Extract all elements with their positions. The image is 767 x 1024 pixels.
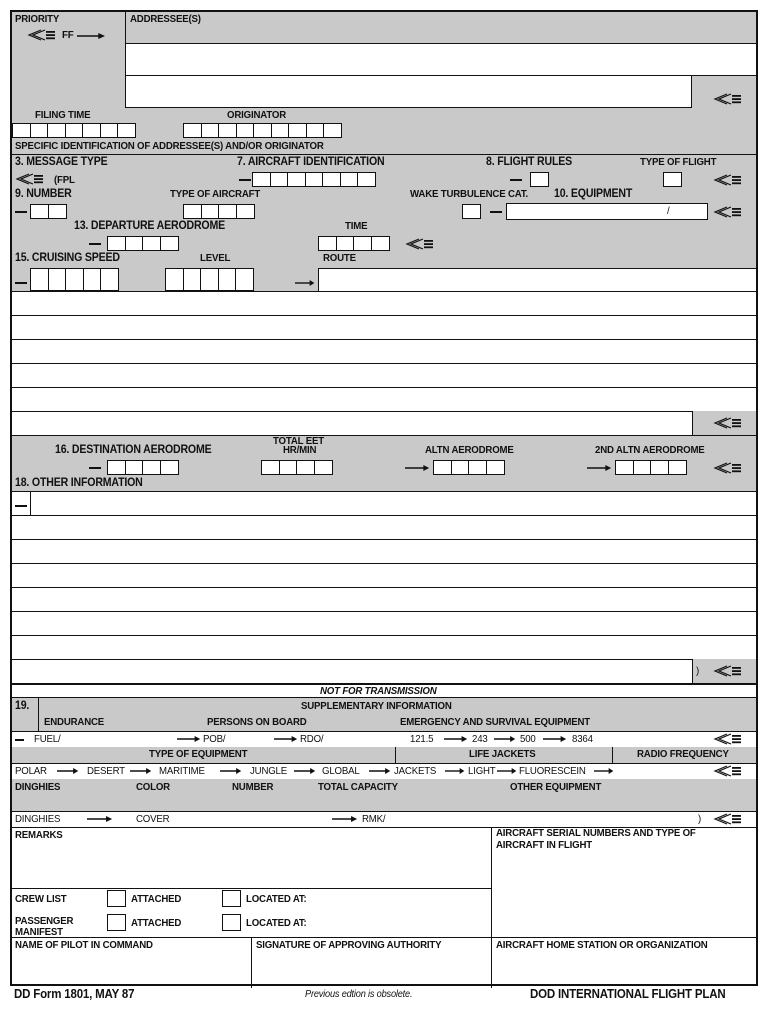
pilot-in-command-label: NAME OF PILOT IN COMMAND	[15, 939, 153, 951]
close-paren: )	[698, 813, 702, 825]
emergency-equipment-label: EMERGENCY AND SURVIVAL EQUIPMENT	[400, 716, 591, 728]
cruising-speed-cells[interactable]	[30, 268, 119, 291]
end-of-line-icon	[712, 764, 742, 778]
originator-cells[interactable]	[183, 123, 342, 138]
pilot-name-field[interactable]	[12, 952, 251, 986]
fpl-text: (FPL	[54, 174, 75, 186]
addressees-label: ADDRESSEE(S)	[130, 13, 201, 25]
departure-aerodrome-label: 13. DEPARTURE AERODROME	[74, 220, 225, 232]
equipment-label: 10. EQUIPMENT	[554, 188, 633, 200]
arrow-icon	[274, 734, 298, 744]
ff-text: FF	[62, 29, 74, 41]
addressee-field-1[interactable]	[125, 43, 756, 76]
remarks-field[interactable]	[12, 840, 491, 886]
end-of-line-icon	[712, 416, 742, 430]
radio-frequency-label: RADIO FREQUENCY	[637, 748, 729, 760]
frequency-243[interactable]: 243	[472, 733, 488, 745]
form-number: DD Form 1801, MAY 87	[14, 987, 135, 1001]
life-jackets-label: LIFE JACKETS	[469, 748, 536, 760]
arrow-icon	[294, 766, 316, 776]
color-label: COLOR	[136, 781, 170, 793]
frequency-500[interactable]: 500	[520, 733, 536, 745]
start-of-message-icon	[14, 172, 44, 186]
wake-turbulence-cell[interactable]	[462, 204, 481, 219]
frequency-8364[interactable]: 8364	[572, 733, 593, 745]
crew-located-at-label: LOCATED AT:	[246, 893, 307, 905]
crew-attached-label: ATTACHED	[131, 893, 182, 905]
global-option[interactable]: GLOBAL	[322, 765, 360, 777]
aircraft-identification-cells[interactable]	[252, 172, 376, 187]
type-of-aircraft-label: TYPE OF AIRCRAFT	[170, 188, 261, 200]
not-for-transmission-label: NOT FOR TRANSMISSION	[320, 685, 437, 697]
supplementary-information-title: SUPPLEMENTARY INFORMATION	[301, 700, 452, 712]
home-station-field[interactable]	[493, 952, 756, 986]
end-of-message-icon	[712, 812, 742, 826]
endurance-label: ENDURANCE	[44, 716, 105, 728]
route-field[interactable]	[318, 268, 756, 292]
end-of-line-icon	[712, 173, 742, 187]
originator-label: ORIGINATOR	[227, 109, 286, 121]
crew-located-checkbox[interactable]	[222, 890, 241, 907]
arrow-icon	[494, 734, 516, 744]
passenger-located-checkbox[interactable]	[222, 914, 241, 931]
destination-aerodrome-cells[interactable]	[107, 460, 179, 475]
type-of-flight-label: TYPE OF FLIGHT	[640, 156, 717, 168]
time-label: TIME	[345, 220, 368, 232]
addressee-field-2[interactable]	[125, 75, 692, 108]
arrow-icon	[220, 766, 242, 776]
arrow-icon	[369, 766, 391, 776]
dinghies-field[interactable]: DINGHIES	[15, 813, 61, 825]
time-cells[interactable]	[318, 236, 390, 251]
remarks-label: REMARKS	[15, 829, 63, 841]
flight-rules-label: 8. FLIGHT RULES	[486, 156, 573, 168]
end-of-line-icon	[404, 237, 434, 251]
arrow-icon	[497, 766, 517, 776]
flight-rules-cell[interactable]	[530, 172, 549, 187]
equipment-slash: /	[667, 205, 670, 217]
fuel-field[interactable]: FUEL/	[34, 733, 61, 745]
arrow-icon	[543, 734, 567, 744]
cover-field[interactable]: COVER	[136, 813, 170, 825]
dinghies-header-label: DINGHIES	[15, 781, 61, 793]
other-information-label: 18. OTHER INFORMATION	[15, 477, 143, 489]
passenger-manifest-label: PASSENGER MANIFEST	[15, 915, 74, 939]
signature-field[interactable]	[253, 952, 491, 986]
type-of-flight-cell[interactable]	[663, 172, 682, 187]
arrow-icon	[405, 463, 430, 473]
departure-aerodrome-cells[interactable]	[107, 236, 179, 251]
serial-numbers-label: AIRCRAFT SERIAL NUMBERS AND TYPE OF AIRCRAFT IN FLIGHT	[496, 827, 696, 851]
filing-time-cells[interactable]	[12, 123, 136, 138]
end-of-line-icon	[712, 92, 742, 106]
aircraft-identification-label: 7. AIRCRAFT IDENTIFICATION	[237, 156, 385, 168]
crew-attached-checkbox[interactable]	[107, 890, 126, 907]
second-altn-aerodrome-label: 2ND ALTN AERODROME	[595, 444, 705, 456]
altn-aerodrome-cells[interactable]	[433, 460, 505, 475]
item-19-label: 19.	[15, 700, 30, 712]
destination-aerodrome-label: 16. DESTINATION AERODROME	[55, 444, 212, 456]
equipment-field[interactable]	[506, 203, 708, 220]
message-type-label: 3. MESSAGE TYPE	[15, 156, 108, 168]
arrow-icon	[444, 734, 468, 744]
total-eet-label: TOTAL EET	[273, 435, 324, 447]
arrow-icon	[445, 766, 465, 776]
level-label: LEVEL	[200, 252, 231, 264]
crew-list-label: CREW LIST	[15, 893, 67, 905]
arrow-icon	[130, 766, 152, 776]
passenger-attached-label: ATTACHED	[131, 917, 182, 929]
form-title: DOD INTERNATIONAL FLIGHT PLAN	[530, 987, 726, 1001]
jackets-option[interactable]: JACKETS	[394, 765, 437, 777]
arrow-icon	[594, 766, 614, 776]
type-of-aircraft-cells[interactable]	[183, 204, 255, 219]
previous-edition-note: Previous edtion is obsolete.	[305, 989, 413, 1000]
number-label: 9. NUMBER	[15, 188, 72, 200]
home-station-label: AIRCRAFT HOME STATION OR ORGANIZATION	[496, 939, 708, 951]
passenger-located-at-label: LOCATED AT:	[246, 917, 307, 929]
arrow-icon	[587, 463, 612, 473]
dinghy-number-label: NUMBER	[232, 781, 274, 793]
end-of-line-icon	[712, 461, 742, 475]
frequency-121-5[interactable]: 121.5	[410, 733, 434, 745]
other-information-field[interactable]	[30, 491, 756, 515]
arrow-icon	[177, 734, 201, 744]
filing-time-label: FILING TIME	[35, 109, 91, 121]
hr-min-label: HR/MIN	[283, 444, 317, 456]
level-cells[interactable]	[165, 268, 254, 291]
persons-on-board-label: PERSONS ON BOARD	[207, 716, 307, 728]
rdo-field[interactable]: RDO/	[300, 733, 324, 745]
approving-authority-label: SIGNATURE OF APPROVING AUTHORITY	[256, 939, 442, 951]
arrow-icon	[77, 31, 106, 41]
end-of-line-icon	[26, 28, 56, 42]
total-capacity-label: TOTAL CAPACITY	[318, 781, 398, 793]
wake-turbulence-label: WAKE TURBULENCE CAT.	[410, 188, 528, 200]
arrow-icon	[57, 766, 79, 776]
rmk-field[interactable]: RMK/	[362, 813, 386, 825]
number-cells[interactable]	[30, 204, 67, 219]
passenger-attached-checkbox[interactable]	[107, 914, 126, 931]
specific-identification-label: SPECIFIC IDENTIFICATION OF ADDRESSEE(S) AND/OR ORIGINATOR	[15, 140, 324, 152]
flight-plan-form	[10, 10, 758, 986]
desert-option[interactable]: DESERT	[87, 765, 125, 777]
cruising-speed-label: 15. CRUISING SPEED	[15, 252, 120, 264]
pob-field[interactable]: POB/	[203, 733, 226, 745]
type-of-equipment-label: TYPE OF EQUIPMENT	[149, 748, 248, 760]
route-label: ROUTE	[323, 252, 356, 264]
other-equipment-label: OTHER EQUIPMENT	[510, 781, 602, 793]
jungle-option[interactable]: JUNGLE	[250, 765, 288, 777]
arrow-icon	[332, 814, 358, 824]
altn-aerodrome-label: ALTN AERODROME	[425, 444, 514, 456]
end-of-message-icon	[712, 664, 742, 678]
end-of-line-icon	[712, 732, 742, 746]
fluorescein-option[interactable]: FLUORESCEIN	[519, 765, 586, 777]
arrow-icon	[295, 278, 315, 288]
second-altn-aerodrome-cells[interactable]	[615, 460, 687, 475]
arrow-icon	[87, 814, 113, 824]
light-option[interactable]: LIGHT	[468, 765, 496, 777]
priority-label: PRIORITY	[15, 13, 60, 25]
close-paren: )	[696, 665, 700, 677]
total-eet-cells[interactable]	[261, 460, 333, 475]
polar-option[interactable]: POLAR	[15, 765, 47, 777]
maritime-option[interactable]: MARITIME	[159, 765, 205, 777]
end-of-line-icon	[712, 205, 742, 219]
